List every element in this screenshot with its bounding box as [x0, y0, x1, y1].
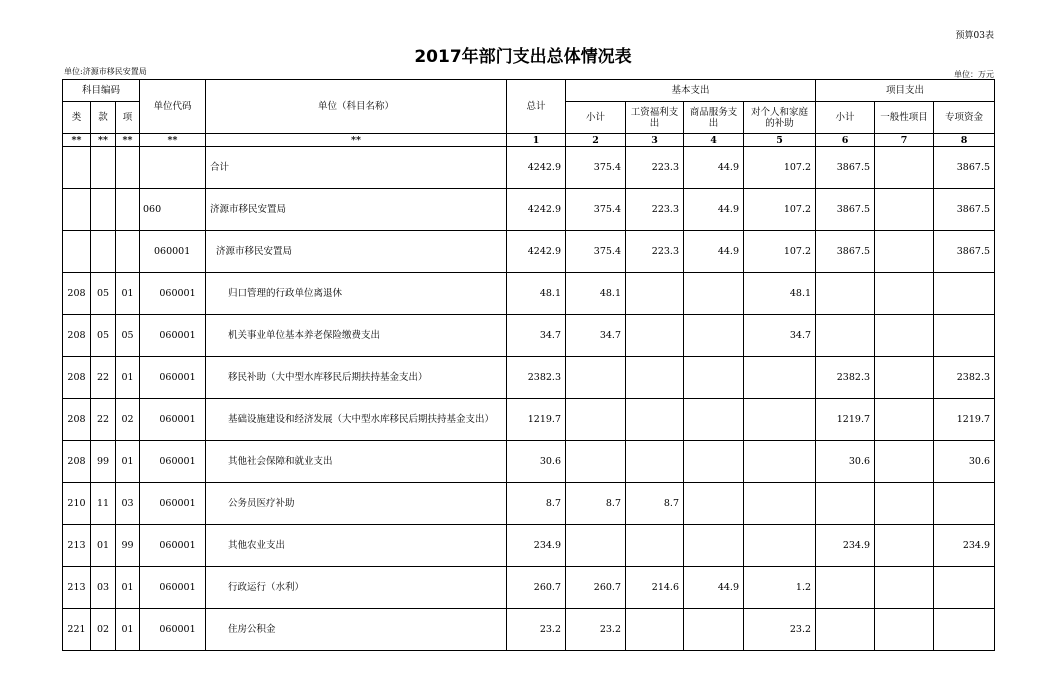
- special-fund-cell: 3867.5: [934, 147, 995, 189]
- unit-name-cell: 公务员医疗补助: [206, 483, 507, 525]
- column-number: 7: [875, 134, 934, 147]
- project-subtotal-cell: [816, 609, 875, 651]
- currency-unit-label: 单位：万元: [954, 70, 994, 79]
- column-marker: **: [140, 134, 206, 147]
- goods-services-cell: 44.9: [684, 147, 744, 189]
- total-cell: 23.2: [507, 609, 566, 651]
- special-fund-cell: 3867.5: [934, 189, 995, 231]
- section-code-cell: 01: [91, 525, 116, 567]
- special-fund-cell: 2382.3: [934, 357, 995, 399]
- total-cell: 2382.3: [507, 357, 566, 399]
- basic-subtotal-cell: [566, 399, 626, 441]
- table-row: [63, 273, 995, 315]
- item-code-cell: 99: [116, 525, 140, 567]
- general-project-cell: [875, 609, 934, 651]
- section-code-cell: 05: [91, 315, 116, 357]
- column-marker: **: [206, 134, 507, 147]
- salary-cell: [626, 357, 684, 399]
- salary-cell: [626, 399, 684, 441]
- personal-subsidy-cell: [744, 483, 816, 525]
- column-marker: **: [91, 134, 116, 147]
- unit-name-cell: 移民补助（大中型水库移民后期扶持基金支出）: [206, 357, 507, 399]
- special-fund-cell: [934, 315, 995, 357]
- general-project-cell: [875, 273, 934, 315]
- kuan-header: 款: [91, 102, 116, 134]
- general-project-cell: [875, 525, 934, 567]
- table-row: [63, 609, 995, 651]
- category-code-cell: 208: [63, 399, 91, 441]
- category-code-cell: 208: [63, 315, 91, 357]
- goods-services-cell: 44.9: [684, 189, 744, 231]
- goods-services-cell: [684, 273, 744, 315]
- special-fund-cell: [934, 567, 995, 609]
- category-code-cell: [63, 147, 91, 189]
- total-cell: 8.7: [507, 483, 566, 525]
- general-project-header: 一般性项目: [875, 102, 934, 134]
- special-fund-cell: 30.6: [934, 441, 995, 483]
- goods-services-header: 商品服务支出: [684, 102, 744, 134]
- column-number: 3: [626, 134, 684, 147]
- project-subtotal-cell: 234.9: [816, 525, 875, 567]
- personal-subsidy-cell: 34.7: [744, 315, 816, 357]
- general-project-cell: [875, 357, 934, 399]
- unit-code-cell: 060001: [140, 567, 206, 609]
- basic-subtotal-cell: [566, 441, 626, 483]
- special-fund-cell: [934, 273, 995, 315]
- project-subtotal-header: 小计: [816, 102, 875, 134]
- general-project-cell: [875, 567, 934, 609]
- column-number: 6: [816, 134, 875, 147]
- goods-services-cell: [684, 483, 744, 525]
- column-number-row: [63, 134, 995, 147]
- general-project-cell: [875, 315, 934, 357]
- table-row: [63, 231, 995, 273]
- salary-cell: [626, 609, 684, 651]
- total-cell: 4242.9: [507, 231, 566, 273]
- unit-name-cell: 住房公积金: [206, 609, 507, 651]
- basic-subtotal-cell: [566, 525, 626, 567]
- unit-name-cell: 行政运行（水利）: [206, 567, 507, 609]
- category-code-cell: 213: [63, 525, 91, 567]
- table-row: [63, 483, 995, 525]
- personal-subsidy-cell: 23.2: [744, 609, 816, 651]
- total-cell: 30.6: [507, 441, 566, 483]
- personal-subsidy-cell: 1.2: [744, 567, 816, 609]
- column-number: 1: [507, 134, 566, 147]
- personal-subsidy-cell: 48.1: [744, 273, 816, 315]
- category-code-cell: 213: [63, 567, 91, 609]
- category-code-cell: [63, 231, 91, 273]
- item-code-cell: 01: [116, 273, 140, 315]
- unit-code-header: 单位代码: [140, 80, 206, 134]
- unit-code-cell: 060001: [140, 609, 206, 651]
- general-project-cell: [875, 441, 934, 483]
- personal-subsidy-cell: [744, 399, 816, 441]
- section-code-cell: 22: [91, 399, 116, 441]
- unit-code-cell: 060001: [140, 483, 206, 525]
- goods-services-cell: [684, 525, 744, 567]
- xiang-header: 项: [116, 102, 140, 134]
- table-row: [63, 315, 995, 357]
- category-code-cell: 221: [63, 609, 91, 651]
- item-code-cell: 01: [116, 567, 140, 609]
- column-number: 8: [934, 134, 995, 147]
- special-fund-cell: [934, 609, 995, 651]
- lei-header: 类: [63, 102, 91, 134]
- section-code-cell: 99: [91, 441, 116, 483]
- basic-subtotal-cell: 375.4: [566, 231, 626, 273]
- column-number: 5: [744, 134, 816, 147]
- salary-cell: [626, 441, 684, 483]
- unit-code-cell: 060001: [140, 231, 206, 273]
- category-code-cell: [63, 189, 91, 231]
- section-code-cell: 22: [91, 357, 116, 399]
- general-project-cell: [875, 189, 934, 231]
- basic-subtotal-cell: 260.7: [566, 567, 626, 609]
- unit-code-cell: 060001: [140, 357, 206, 399]
- item-code-cell: 01: [116, 357, 140, 399]
- special-fund-cell: [934, 483, 995, 525]
- special-fund-header: 专项资金: [934, 102, 995, 134]
- basic-subtotal-cell: 375.4: [566, 147, 626, 189]
- item-code-cell: 01: [116, 441, 140, 483]
- section-code-cell: [91, 147, 116, 189]
- category-code-cell: 208: [63, 273, 91, 315]
- table-row: [63, 567, 995, 609]
- project-expenditure-header: 项目支出: [816, 80, 995, 102]
- total-header: 总计: [507, 80, 566, 134]
- unit-name-cell: 机关事业单位基本养老保险缴费支出: [206, 315, 507, 357]
- salary-cell: [626, 273, 684, 315]
- salary-cell: 223.3: [626, 231, 684, 273]
- item-code-cell: [116, 231, 140, 273]
- unit-name-header: 单位（科目名称）: [206, 80, 507, 134]
- goods-services-cell: [684, 609, 744, 651]
- goods-services-cell: [684, 357, 744, 399]
- project-subtotal-cell: 3867.5: [816, 231, 875, 273]
- salary-header: 工资福利支出: [626, 102, 684, 134]
- column-number: 2: [566, 134, 626, 147]
- table-row: [63, 357, 995, 399]
- unit-name-cell: 基础设施建设和经济发展（大中型水库移民后期扶持基金支出）: [206, 399, 507, 441]
- section-code-cell: 02: [91, 609, 116, 651]
- category-code-cell: 208: [63, 441, 91, 483]
- project-subtotal-cell: 3867.5: [816, 189, 875, 231]
- table-row: [63, 525, 995, 567]
- unit-code-cell: 060: [140, 189, 206, 231]
- personal-subsidy-cell: 107.2: [744, 231, 816, 273]
- basic-subtotal-header: 小计: [566, 102, 626, 134]
- section-code-cell: 05: [91, 273, 116, 315]
- goods-services-cell: 44.9: [684, 567, 744, 609]
- salary-cell: 8.7: [626, 483, 684, 525]
- item-code-cell: 02: [116, 399, 140, 441]
- section-code-cell: 03: [91, 567, 116, 609]
- unit-name-cell: 归口管理的行政单位离退休: [206, 273, 507, 315]
- basic-subtotal-cell: 34.7: [566, 315, 626, 357]
- general-project-cell: [875, 147, 934, 189]
- unit-code-cell: 060001: [140, 315, 206, 357]
- personal-subsidy-cell: 107.2: [744, 189, 816, 231]
- basic-subtotal-cell: 8.7: [566, 483, 626, 525]
- project-subtotal-cell: [816, 483, 875, 525]
- personal-subsidy-cell: [744, 357, 816, 399]
- subject-code-header: 科目编码: [63, 80, 140, 102]
- unit-code-cell: 060001: [140, 441, 206, 483]
- project-subtotal-cell: 3867.5: [816, 147, 875, 189]
- project-subtotal-cell: [816, 567, 875, 609]
- basic-subtotal-cell: 23.2: [566, 609, 626, 651]
- project-subtotal-cell: [816, 273, 875, 315]
- item-code-cell: 03: [116, 483, 140, 525]
- basic-subtotal-cell: 375.4: [566, 189, 626, 231]
- basic-subtotal-cell: [566, 357, 626, 399]
- section-code-cell: 11: [91, 483, 116, 525]
- personal-subsidy-cell: 107.2: [744, 147, 816, 189]
- personal-subsidy-cell: [744, 441, 816, 483]
- general-project-cell: [875, 231, 934, 273]
- personal-subsidy-cell: [744, 525, 816, 567]
- page-title: 2017年部门支出总体情况表: [414, 47, 632, 67]
- column-number: 4: [684, 134, 744, 147]
- general-project-cell: [875, 483, 934, 525]
- unit-name-cell: 其他社会保障和就业支出: [206, 441, 507, 483]
- department-unit-label: 单位:济源市移民安置局: [64, 67, 147, 76]
- item-code-cell: [116, 189, 140, 231]
- basic-subtotal-cell: 48.1: [566, 273, 626, 315]
- expenditure-table: [62, 79, 995, 651]
- unit-name-cell: 济源市移民安置局: [206, 189, 507, 231]
- category-code-cell: 208: [63, 357, 91, 399]
- column-marker: **: [63, 134, 91, 147]
- unit-name-cell: 济源市移民安置局: [206, 231, 507, 273]
- project-subtotal-cell: 1219.7: [816, 399, 875, 441]
- salary-cell: 223.3: [626, 189, 684, 231]
- salary-cell: [626, 315, 684, 357]
- section-code-cell: [91, 189, 116, 231]
- unit-code-cell: 060001: [140, 525, 206, 567]
- salary-cell: [626, 525, 684, 567]
- total-cell: 234.9: [507, 525, 566, 567]
- personal-subsidy-header: 对个人和家庭的补助: [744, 102, 816, 134]
- basic-expenditure-header: 基本支出: [566, 80, 816, 102]
- goods-services-cell: [684, 399, 744, 441]
- salary-cell: 223.3: [626, 147, 684, 189]
- unit-name-cell: 其他农业支出: [206, 525, 507, 567]
- unit-name-cell: 合计: [206, 147, 507, 189]
- table-row: [63, 399, 995, 441]
- total-cell: 1219.7: [507, 399, 566, 441]
- table-row: [63, 441, 995, 483]
- project-subtotal-cell: [816, 315, 875, 357]
- general-project-cell: [875, 399, 934, 441]
- form-code-label: 预算03表: [955, 31, 994, 41]
- special-fund-cell: 234.9: [934, 525, 995, 567]
- total-cell: 4242.9: [507, 147, 566, 189]
- column-marker: **: [116, 134, 140, 147]
- goods-services-cell: [684, 315, 744, 357]
- total-cell: 34.7: [507, 315, 566, 357]
- unit-code-cell: 060001: [140, 273, 206, 315]
- project-subtotal-cell: 2382.3: [816, 357, 875, 399]
- project-subtotal-cell: 30.6: [816, 441, 875, 483]
- header-row-1: [63, 80, 995, 102]
- unit-code-cell: [140, 147, 206, 189]
- total-cell: 48.1: [507, 273, 566, 315]
- item-code-cell: 01: [116, 609, 140, 651]
- item-code-cell: 05: [116, 315, 140, 357]
- section-code-cell: [91, 231, 116, 273]
- special-fund-cell: 1219.7: [934, 399, 995, 441]
- table-row: [63, 189, 995, 231]
- special-fund-cell: 3867.5: [934, 231, 995, 273]
- goods-services-cell: 44.9: [684, 231, 744, 273]
- total-cell: 4242.9: [507, 189, 566, 231]
- item-code-cell: [116, 147, 140, 189]
- salary-cell: 214.6: [626, 567, 684, 609]
- total-cell: 260.7: [507, 567, 566, 609]
- unit-code-cell: 060001: [140, 399, 206, 441]
- goods-services-cell: [684, 441, 744, 483]
- category-code-cell: 210: [63, 483, 91, 525]
- table-row: [63, 147, 995, 189]
